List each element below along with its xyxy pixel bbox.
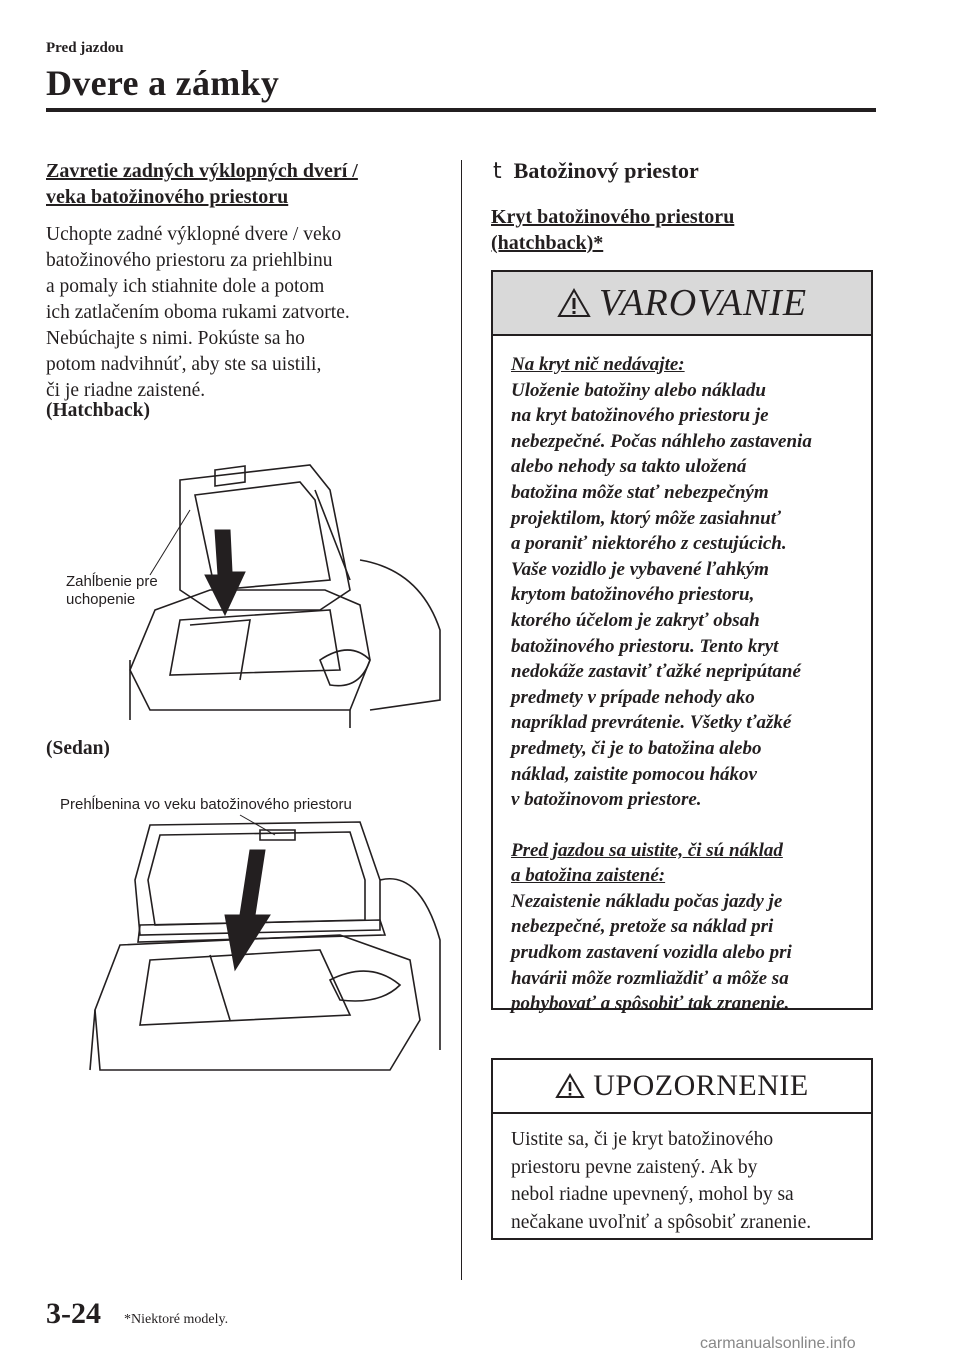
page-number: 3-24 bbox=[46, 1297, 101, 1330]
warning-line: krytom batožinového priestoru, bbox=[511, 584, 755, 606]
caution-line: nečakane uvoľniť a spôsobiť zranenie. bbox=[511, 1211, 812, 1233]
paragraph-line: a pomaly ich stiahnite dole a potom bbox=[46, 276, 325, 297]
warning-line: ktorého účelom je zakryť obsah bbox=[511, 609, 760, 631]
sedan-callout: Prehĺbenina vo veku batožinového priestoru bbox=[60, 796, 352, 813]
warning-spacer bbox=[511, 813, 861, 838]
right-subheading-line2: (hatchback)* bbox=[491, 232, 604, 254]
warning-line: náklad, zaistite pomocou hákov bbox=[511, 763, 757, 785]
warning-line: batožina môže stať nebezpečným bbox=[511, 481, 769, 503]
warning-line: nebezpečné. Počas náhleho zastavenia bbox=[511, 430, 812, 452]
left-paragraph bbox=[46, 222, 350, 404]
caution-title: UPOZORNENIE bbox=[593, 1069, 809, 1102]
warning-line: nedokáže zastaviť ťažké nepripútané bbox=[511, 661, 801, 683]
right-subheading-line1: Kryt batožinového priestoru bbox=[491, 206, 735, 228]
hatchback-illustration bbox=[120, 460, 440, 730]
footnote: *Niektoré modely. bbox=[124, 1312, 229, 1327]
title-rule bbox=[46, 108, 876, 112]
paragraph-line: ich zatlačením oboma rukami zatvorte. bbox=[46, 302, 350, 323]
left-subheading-line1: Zavretie zadných výklopných dverí / bbox=[46, 160, 358, 182]
warning-line: havárii môže rozmliaždiť a môže sa bbox=[511, 967, 789, 989]
paragraph-line: Uchopte zadné výklopné dvere / veko bbox=[46, 224, 342, 245]
right-heading bbox=[493, 158, 699, 184]
left-subheading-line2: veka batožinového priestoru bbox=[46, 186, 289, 208]
warning-title: VAROVANIE bbox=[598, 282, 808, 324]
left-subheading bbox=[46, 158, 358, 210]
watermark: carmanualsonline.info bbox=[700, 1335, 856, 1352]
warning-line: Uloženie batožiny alebo nákladu bbox=[511, 379, 766, 401]
callout-line: Zahĺbenie pre bbox=[66, 573, 158, 590]
warning-line: Vaše vozidlo je vybavené ľahkým bbox=[511, 558, 769, 580]
warning-header bbox=[493, 272, 871, 336]
right-subheading bbox=[491, 204, 734, 256]
warning-subheading: a batožina zaistené: bbox=[511, 865, 666, 887]
sedan-illustration bbox=[80, 820, 440, 1075]
warning-body bbox=[511, 352, 861, 1017]
caution-header bbox=[493, 1060, 871, 1114]
warning-line: predmety v prípade nehody ako bbox=[511, 686, 755, 708]
paragraph-line: či je riadne zaistené. bbox=[46, 380, 206, 401]
warning-line: alebo nehody sa takto uložená bbox=[511, 456, 747, 478]
warning-subheading: Pred jazdou sa uistite, či sú náklad bbox=[511, 839, 783, 861]
warning-line: batožinového priestoru. Tento kryt bbox=[511, 635, 779, 657]
warning-line: napríklad prevrátenie. Všetky ťažké bbox=[511, 712, 792, 734]
caution-body bbox=[511, 1126, 861, 1236]
hatchback-callout bbox=[66, 573, 158, 609]
hatchback-label: (Hatchback) bbox=[46, 400, 150, 421]
page-title: Dvere a zámky bbox=[46, 63, 280, 103]
warning-line: prudkom zastavení vozidla alebo pri bbox=[511, 942, 792, 964]
warning-line: nebezpečné, pretože sa náklad pri bbox=[511, 916, 774, 938]
column-divider bbox=[461, 160, 462, 1280]
warning-line: a poraniť niektorého z cestujúcich. bbox=[511, 533, 787, 555]
caution-line: priestoru pevne zaistený. Ak by bbox=[511, 1156, 758, 1178]
warning-line: na kryt batožinového priestoru je bbox=[511, 405, 769, 427]
paragraph-line: potom nadvihnúť, aby ste sa uistili, bbox=[46, 354, 322, 375]
warning-box bbox=[491, 270, 873, 1015]
callout-line: uchopenie bbox=[66, 591, 136, 608]
warning-triangle-icon bbox=[557, 288, 591, 318]
caution-line: Uistite sa, či je kryt batožinového bbox=[511, 1129, 774, 1150]
caution-triangle-icon bbox=[555, 1073, 585, 1099]
warning-line: pohybovať a spôsobiť tak zranenie. bbox=[511, 993, 790, 1015]
heading-text: Batožinový priestor bbox=[513, 158, 699, 183]
sedan-label: (Sedan) bbox=[46, 738, 110, 759]
caution-box bbox=[491, 1058, 873, 1240]
caution-line: nebol riadne upevnený, mohol by sa bbox=[511, 1184, 794, 1205]
warning-line: Nezaistenie nákladu počas jazdy je bbox=[511, 890, 783, 912]
section-label: Pred jazdou bbox=[46, 40, 124, 56]
warning-line: projektilom, ktorý môže zasiahnuť bbox=[511, 507, 781, 529]
heading-bullet-icon: t bbox=[493, 159, 502, 184]
paragraph-line: Nebúchajte s nimi. Pokúste sa ho bbox=[46, 328, 305, 349]
warning-subheading: Na kryt nič nedávajte: bbox=[511, 354, 685, 375]
paragraph-line: batožinového priestoru za priehlbinu bbox=[46, 250, 333, 271]
warning-line: v batožinovom priestore. bbox=[511, 789, 702, 811]
warning-line: predmety, či je to batožina alebo bbox=[511, 737, 762, 759]
